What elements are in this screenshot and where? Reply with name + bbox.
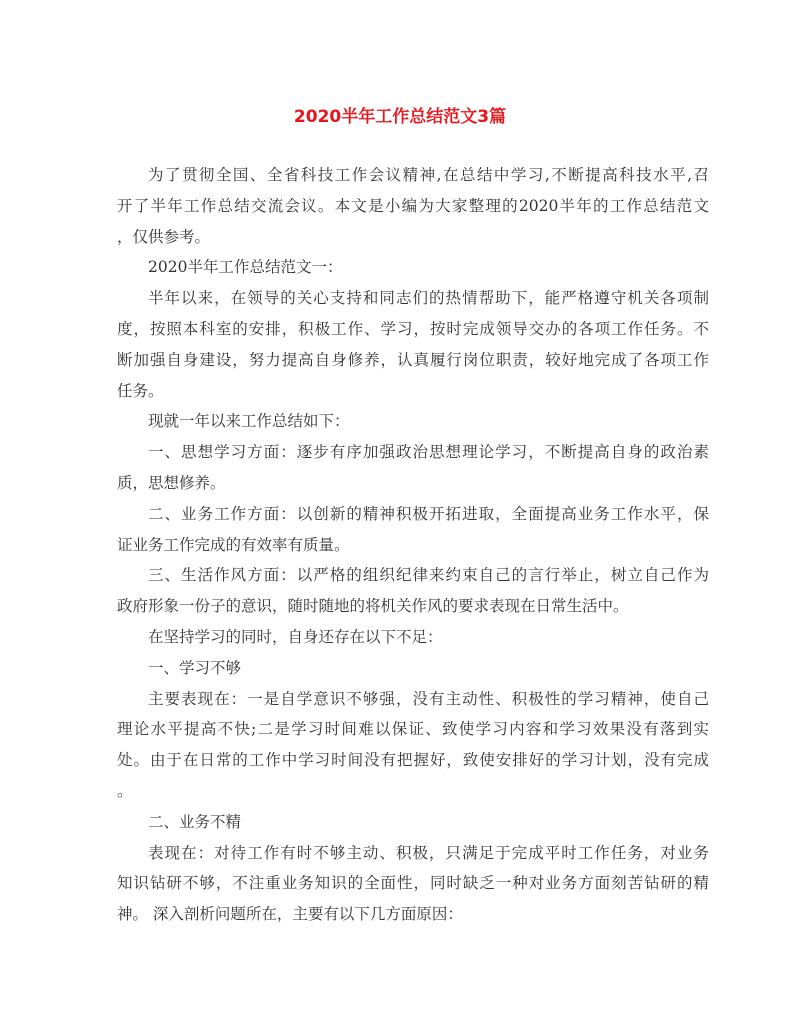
text-line: 政府形象一份子的意识，随时随地的将机关作风的要求表现在日常生活中。 xyxy=(117,597,629,616)
text-line: 2020半年工作总结范文一： xyxy=(148,258,343,277)
document-title: 2020半年工作总结范文3篇 xyxy=(293,107,507,127)
text-line: 二、业务工作方面：以创新的精神积极开拓进取，全面提高业务工作水平，保 xyxy=(148,504,709,523)
text-line: 主要表现在：一是自学意识不够强，没有主动性、积极性的学习精神，使自己 xyxy=(148,689,709,708)
text-line: 度，按照本科室的安排，积极工作、学习，按时完成领导交办的各项工作任务。不 xyxy=(117,319,709,338)
text-line: 任务。 xyxy=(117,381,164,400)
document-body xyxy=(117,160,709,930)
text-line: 在坚持学习的同时，自身还存在以下不足： xyxy=(148,627,443,646)
text-line: 质，思想修养。 xyxy=(117,473,226,492)
text-line: 神。 深入剖析问题所在，主要有以下几方面原因： xyxy=(117,905,463,924)
text-line: 理论水平提高不快;二是学习时间难以保证、致使学习内容和学习效果没有落到实 xyxy=(117,720,709,739)
text-line: ，仅供参考。 xyxy=(117,227,211,246)
text-line: 表现在：对待工作有时不够主动、积极，只满足于完成平时工作任务，对业务 xyxy=(148,843,709,862)
text-line: 一、思想学习方面：逐步有序加强政治思想理论学习，不断提高自身的政治素 xyxy=(148,443,709,462)
text-line: 。 xyxy=(117,781,133,800)
text-line: 开了半年工作总结交流会议。本文是小编为大家整理的2020半年的工作总结范文 xyxy=(117,196,709,215)
text-line: 处。由于在日常的工作中学习时间没有把握好，致使安排好的学习计划，没有完成 xyxy=(117,751,709,770)
text-line: 半年以来，在领导的关心支持和同志们的热情帮助下，能严格遵守机关各项制 xyxy=(148,289,709,308)
text-line: 现就一年以来工作总结如下： xyxy=(148,412,350,431)
text-line: 断加强自身建设，努力提高自身修养，认真履行岗位职责，较好地完成了各项工作 xyxy=(117,350,709,369)
text-line: 二、业务不精 xyxy=(148,812,242,831)
text-line: 证业务工作完成的有效率有质量。 xyxy=(117,535,350,554)
text-line: 知识钻研不够，不注重业务知识的全面性，同时缺乏一种对业务方面刻苦钻研的精 xyxy=(117,874,709,893)
text-line: 一、学习不够 xyxy=(148,658,242,677)
text-line: 为了贯彻全国、全省科技工作会议精神,在总结中学习,不断提高科技水平,召 xyxy=(148,166,709,184)
text-line: 三、生活作风方面：以严格的组织纪律来约束自己的言行举止，树立自己作为 xyxy=(148,566,709,585)
